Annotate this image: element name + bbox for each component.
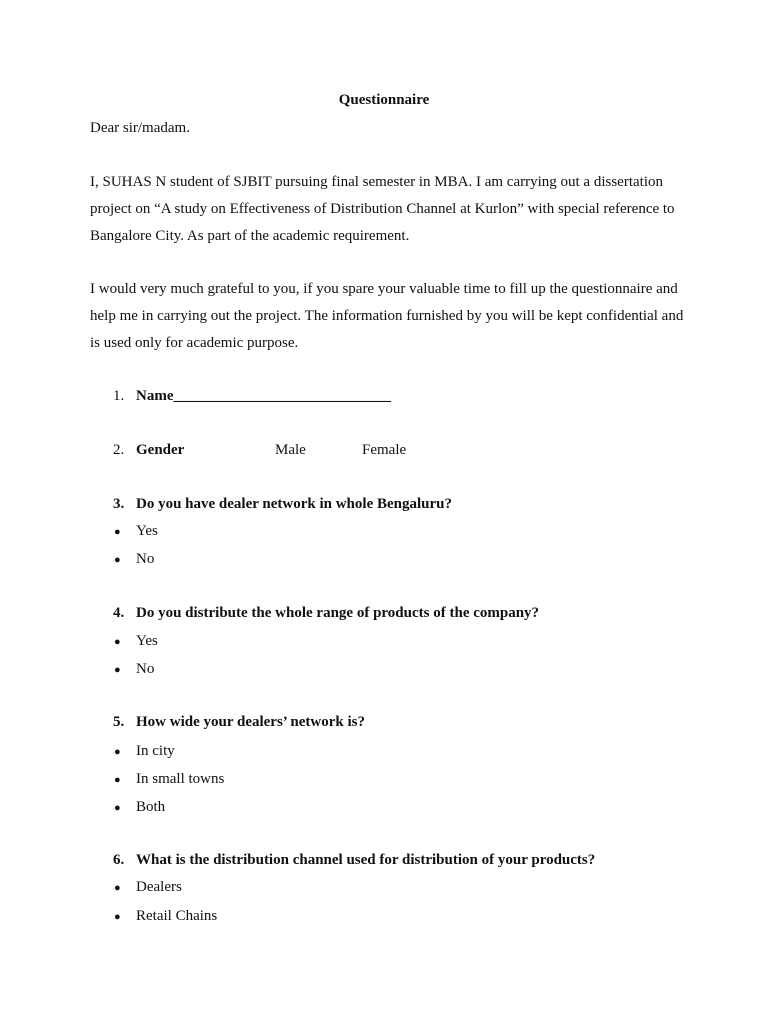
bullet-icon: ●	[114, 746, 121, 758]
option-item[interactable]: Yes	[136, 633, 158, 649]
request-paragraph	[90, 276, 690, 357]
page-title: Questionnaire	[338, 92, 430, 108]
question-name	[136, 388, 391, 405]
bullet-icon: ●	[114, 882, 121, 894]
bullet-icon: ●	[114, 802, 121, 814]
option-item[interactable]: Retail Chains	[136, 908, 218, 924]
question-text: How wide your dealers’ network is?	[136, 714, 366, 730]
bullet-icon: ●	[114, 526, 121, 538]
intro-line: project on “A study on Effectiveness of Distribution Channel at Kurlon” with special reference to	[90, 201, 675, 217]
request-line: I would very much grateful to you, if you spare your valuable time to fill up the questionnaire and	[90, 281, 678, 297]
question-text: Do you have dealer network in whole Bengaluru?	[136, 496, 452, 512]
option-item[interactable]: In small towns	[136, 771, 225, 787]
question-number: 4.	[113, 605, 125, 621]
option-item[interactable]: Dealers	[136, 879, 182, 895]
bullet-icon: ●	[114, 636, 121, 648]
question-number: 1.	[113, 388, 125, 404]
question-text: Do you distribute the whole range of products of the company?	[136, 605, 540, 621]
bullet-icon: ●	[114, 664, 121, 676]
question-number: 5.	[113, 714, 125, 730]
question-number: 2.	[113, 442, 125, 458]
request-line: help me in carrying out the project. The information furnished by you will be kept confidential and	[90, 308, 684, 324]
option-item[interactable]: No	[136, 551, 155, 567]
name-field[interactable]: _____________________________	[173, 388, 391, 404]
bullet-icon: ●	[114, 774, 121, 786]
option-item[interactable]: Yes	[136, 523, 158, 539]
option-item[interactable]: Both	[136, 799, 166, 815]
gender-option-male[interactable]: Male	[275, 442, 306, 458]
bullet-icon: ●	[114, 554, 121, 566]
gender-option-female[interactable]: Female	[362, 442, 407, 458]
intro-line: I, SUHAS N student of SJBIT pursuing final semester in MBA. I am carrying out a dissertation	[90, 174, 663, 190]
request-line: is used only for academic purpose.	[90, 335, 299, 351]
option-item[interactable]: In city	[136, 743, 175, 759]
question-text: What is the distribution channel used for distribution of your products?	[136, 852, 596, 868]
question-number: 6.	[113, 852, 125, 868]
bullet-icon: ●	[114, 911, 121, 923]
question-label: Gender	[136, 442, 185, 458]
intro-line: Bangalore City. As part of the academic requirement.	[90, 228, 410, 244]
question-number: 3.	[113, 496, 125, 512]
salutation: Dear sir/madam.	[90, 120, 190, 136]
option-item[interactable]: No	[136, 661, 155, 677]
question-label: Name	[136, 388, 174, 404]
intro-paragraph	[90, 169, 690, 250]
